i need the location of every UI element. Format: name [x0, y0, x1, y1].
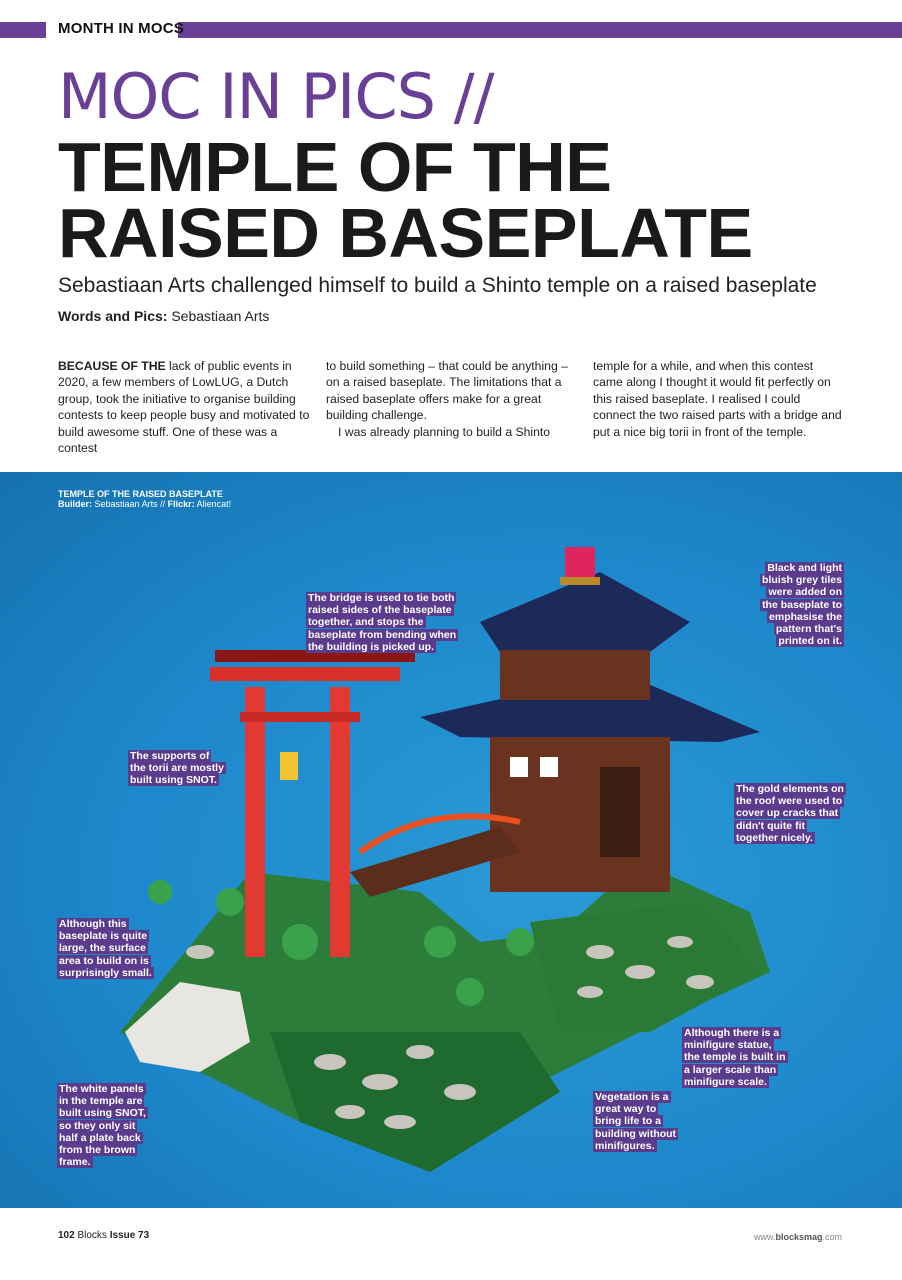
callout-bridge-text: The bridge is used to tie both raised sides of the baseplate together, and stops the baseplate from bending when the building is picked up. [308, 592, 457, 653]
magazine-name: Blocks [77, 1230, 107, 1241]
url-suffix: .com [822, 1232, 842, 1242]
callout-surface-text: Although this baseplate is quite large, the surface area to build on is surprisingly small. [59, 918, 152, 979]
builder-label: Builder: [58, 499, 93, 509]
callout-panels-text: The white panels in the temple are built using SNOT, so they only sit half a plate back from the brown frame. [59, 1083, 146, 1169]
photo-caption-title: TEMPLE OF THE RAISED BASEPLATE [58, 489, 223, 499]
callout-scale-text: Although there is a minifigure statue, the temple is built in a larger scale than minifigure scale. [684, 1027, 786, 1088]
section-label: MONTH IN MOCS [58, 20, 184, 37]
lead-in: BECAUSE OF THE [58, 359, 166, 373]
url-prefix: www. [753, 1232, 776, 1242]
article-credit [58, 308, 269, 324]
callout-tiles-text: Black and light bluish grey tiles were added on the baseplate to emphasise the pattern that's printed on it. [762, 562, 842, 648]
callout-supports [128, 750, 224, 787]
body-column-1 [58, 358, 310, 456]
flickr-name: Aliencat! [196, 499, 232, 509]
body-text-1: lack of public events in 2020, a few members of LowLUG, a Dutch group, took the initiative to organise building contests to keep people busy and motivated to build awesome stuff. One of these was a contest [58, 359, 310, 456]
photo-caption [58, 489, 231, 509]
temple-photo [0, 472, 902, 1208]
callout-scale [682, 1027, 788, 1088]
credit-name: Sebastiaan Arts [171, 308, 270, 324]
callout-supports-text: The supports of the torii are mostly built using SNOT. [130, 750, 224, 787]
callout-surface [57, 918, 155, 979]
body-column-2 [326, 358, 578, 440]
article-kicker: MOC IN PICS // [58, 60, 494, 133]
page-number: 102 [58, 1230, 75, 1241]
article-standfirst: Sebastiaan Arts challenged himself to build a Shinto temple on a raised baseplate [58, 274, 817, 297]
callout-bridge [306, 592, 458, 653]
builder-name: Sebastiaan Arts // [94, 499, 166, 509]
credit-label: Words and Pics: [58, 308, 168, 324]
callout-vegetation [593, 1091, 679, 1152]
page-footer [58, 1230, 149, 1241]
flickr-label: Flickr: [167, 499, 195, 509]
callout-gold-text: The gold elements on the roof were used to cover up cracks that didn't quite fit together nicely. [736, 783, 844, 844]
body-text-3: temple for a while, and when this contest came along I thought it would fit perfectly on this raised baseplate. I realised I could connect the two raised parts with a bridge and put a nice big torii in front of the temple. [593, 359, 842, 439]
callout-panels [57, 1083, 149, 1168]
magazine-url [754, 1232, 842, 1242]
body-text-2b: I was already planning to build a Shinto [338, 424, 551, 439]
callout-gold [734, 783, 848, 844]
callout-vegetation-text: Vegetation is a great way to bring life to a building without minifigures. [595, 1091, 677, 1152]
issue-number: Issue 73 [109, 1230, 150, 1241]
section-bar-left [0, 22, 46, 38]
section-bar-right [178, 22, 902, 38]
callout-tiles [758, 562, 844, 647]
url-brand: blocksmag [775, 1232, 823, 1242]
article-headline: TEMPLE OF THE RAISED BASEPLATE [58, 128, 753, 272]
body-text-2: to build something – that could be anything – on a raised baseplate. The limitations that a raised baseplate offers make for a great building challenge. [326, 359, 568, 423]
body-column-3 [593, 358, 845, 440]
